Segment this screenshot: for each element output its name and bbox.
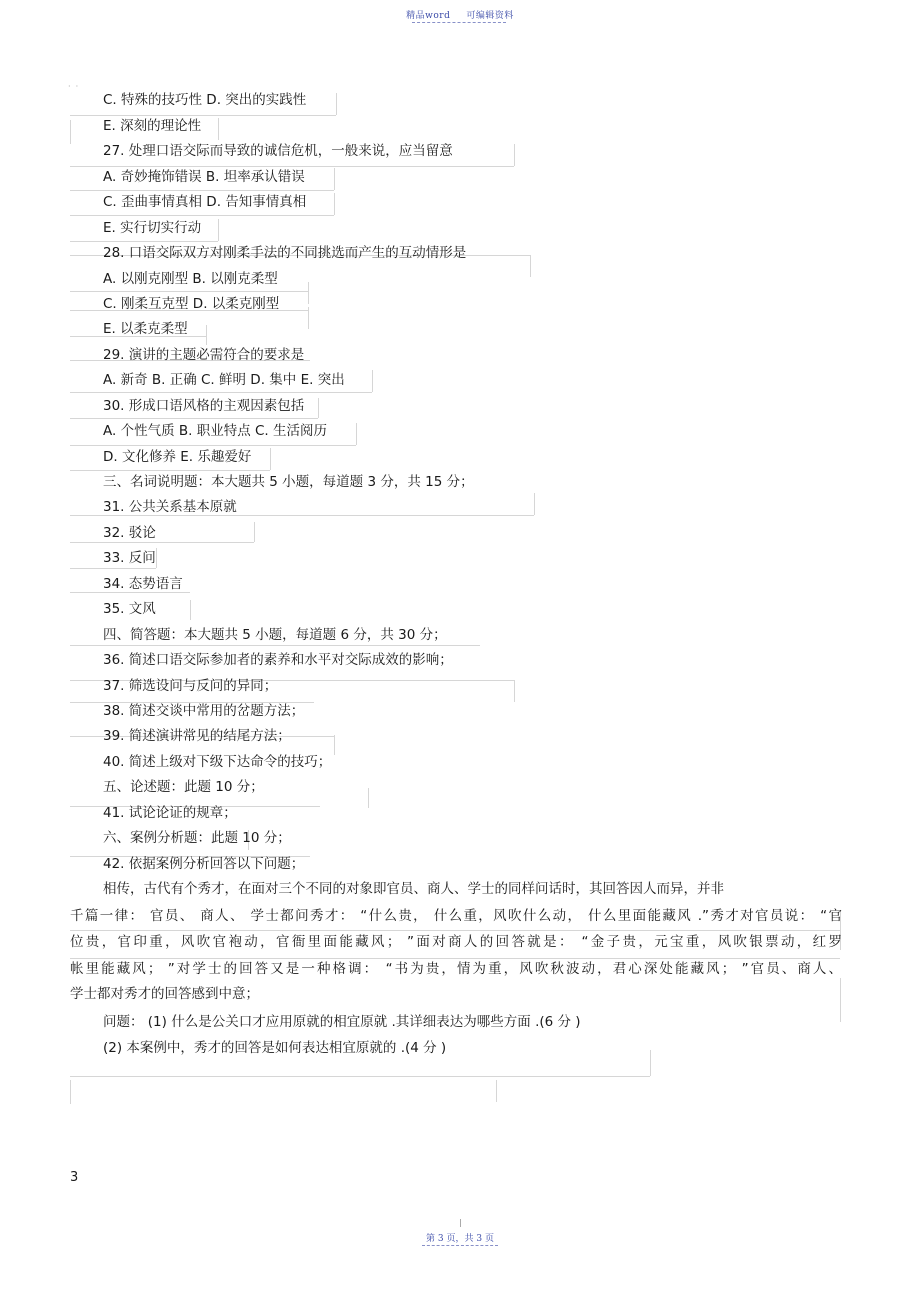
table-border [318,398,319,418]
exam-line: 27. 处理口语交际而导致的诚信危机，一般来说，应当留意 [103,143,453,159]
exam-line: C. 特殊的技巧性 D. 突出的实践性 [103,92,307,108]
page-footer: 第 3 页，共 3 页 [426,1234,494,1244]
table-border [336,93,337,115]
table-border [308,282,309,304]
exam-line: 42. 依据案例分析回答以下问题； [103,856,305,872]
case-question: 问题： (1) 什么是公关口才应用原就的相宜原就 .其详细表达为哪些方面 .(6 分 ) [103,1014,581,1030]
exam-line: 33. 反问 [103,550,156,566]
table-border [514,144,515,166]
exam-line: 30. 形成口语风格的主观因素包括 [103,398,305,414]
table-border [70,392,372,393]
table-border [218,118,219,140]
table-border [334,168,335,190]
case-paragraph-line: 学士都对秀才的回答感到中意； [70,986,259,1002]
table-border [254,522,255,542]
exam-line: 40. 简述上级对下级下达命令的技巧； [103,754,332,770]
table-border [534,493,535,515]
table-border [650,1050,651,1076]
table-border [70,470,270,471]
table-border [70,568,156,569]
exam-line: D. 文化修养 E. 乐趣爱好 [103,449,252,465]
header-right-text: 可编辑资料 [466,11,514,21]
section-heading: 六、案例分析题：此题 10 分； [103,830,291,846]
table-border [356,423,357,445]
exam-line: 39. 简述演讲常见的结尾方法； [103,728,291,744]
table-border [70,958,840,959]
exam-line: 38. 简述交谈中常用的岔题方法； [103,703,305,719]
table-border [218,219,219,241]
exam-line: E. 深刻的理论性 [103,118,202,134]
section-heading: 四、简答题：本大题共 5 小题，每道题 6 分，共 30 分； [103,627,447,643]
table-border [70,120,71,144]
case-paragraph-line: 千篇一律： 官员、 商人、 学士都问秀才： “什么贵， 什么重，风吹什么动， 什么里面能藏风 .”秀才对官员说： “官 [70,908,842,924]
case-paragraph-line: 相传，古代有个秀才，在面对三个不同的对象即官员、商人、学士的同样问话时，其回答因人而异，并非 [103,881,724,897]
table-border [70,291,308,292]
table-border [70,445,356,446]
exam-line: 32. 驳论 [103,525,156,541]
table-border [308,307,309,329]
exam-line: 34. 态势语言 [103,576,183,592]
header-left-text: 精品word [406,11,451,21]
table-border [206,325,207,345]
exam-line: 41. 试论论证的规章； [103,805,237,821]
exam-line: 28. 口语交际双方对刚柔手法的不同挑选而产生的互动情形是 [103,245,467,261]
table-border [70,645,480,646]
table-border [334,193,335,215]
section-heading: 五、论述题：此题 10 分； [103,779,264,795]
exam-line: A. 奇妙掩饰错误 B. 坦率承认错误 [103,169,305,185]
exam-line: 29. 演讲的主题必需符合的要求是 [103,347,305,363]
table-border [70,215,334,216]
exam-line: A. 以刚克刚型 B. 以刚克柔型 [103,271,278,287]
table-border [70,166,514,167]
table-border [70,115,336,116]
exam-line: 35. 文风 [103,601,156,617]
header-divider [412,22,506,23]
page-number: 3 [70,1170,79,1185]
case-question: (2) 本案例中，秀才的回答是如何表达相宜原就的 .(4 分 ) [103,1040,447,1056]
table-border [70,930,840,931]
exam-line: 31. 公共关系基本原就 [103,499,237,515]
table-border [514,680,515,702]
table-border [70,241,218,242]
case-paragraph-line: 帐里能藏风； ”对学士的回答又是一种格调： “书为贵，情为重，风吹秋波动，君心深处能藏风； ”官员、商人、 [70,961,842,977]
exam-line: A. 个性气质 B. 职业特点 C. 生活阅历 [103,423,328,439]
table-border [70,418,318,419]
exam-line: 37. 筛选设问与反问的异同； [103,678,278,694]
table-border [368,788,369,808]
footer-tick [460,1219,461,1227]
footer-divider [422,1245,498,1246]
table-border [70,1076,650,1077]
exam-line: E. 以柔克柔型 [103,321,188,337]
section-heading: 三、名词说明题：本大题共 5 小题，每道题 3 分，共 15 分； [103,474,474,490]
table-border [190,600,191,620]
exam-line: 36. 简述口语交际参加者的素养和水平对交际成效的影响； [103,652,453,668]
case-paragraph-line: 位贵，官印重，风吹官袍动，官衙里面能藏风； ”面对商人的回答就是： “金子贵，元宝重，风吹银票动，红罗 [70,934,842,950]
table-border [530,255,531,277]
corner-mark: · · [68,82,79,91]
table-border [334,735,335,755]
table-border [70,190,334,191]
page-header [0,8,920,21]
exam-line: C. 歪曲事情真相 D. 告知事情真相 [103,194,307,210]
table-border [270,448,271,470]
table-border [372,370,373,392]
table-border [70,1080,71,1104]
table-border [496,1080,497,1102]
exam-line: E. 实行切实行动 [103,220,202,236]
exam-line: C. 刚柔互克型 D. 以柔克刚型 [103,296,280,312]
exam-line: A. 新奇 B. 正确 C. 鲜明 D. 集中 E. 突出 [103,372,345,388]
table-border [156,548,157,568]
table-border [70,542,254,543]
